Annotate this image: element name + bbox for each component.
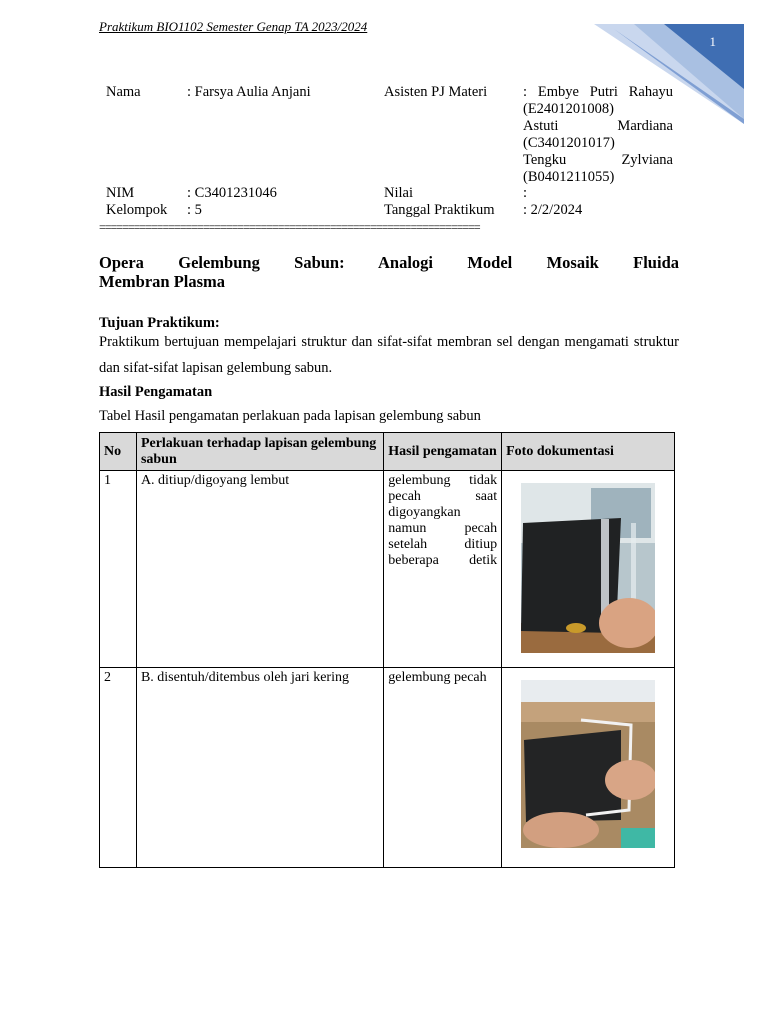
kelompok-label: Kelompok [106,202,168,218]
tanggal-label: Tanggal Praktikum [384,202,495,218]
photo-cell [502,471,675,668]
asisten-list [523,84,673,186]
row-perlakuan: A. ditiup/digoyang lembut [136,471,383,668]
table-row [100,668,675,868]
photo-cell [502,668,675,868]
tanggal-value: : 2/2/2024 [523,202,583,218]
row-no: 1 [100,471,137,668]
document-title [99,253,679,291]
title-line: Membran Plasma [99,272,226,291]
asisten-label: Asisten PJ Materi [384,84,488,100]
header-foto: Foto dokumentasi [502,433,675,471]
table-caption: Tabel Hasil pengamatan perlakuan pada lapisan gelembung sabun [99,408,481,424]
observation-table [99,432,675,868]
asisten-line: (B0401211055) [523,169,615,185]
asisten-line: (C3401201017) [523,135,615,151]
nilai-value: : [523,185,528,201]
table-header-row [100,433,675,471]
title-line: Opera Gelembung Sabun: Analogi Model Mosaik Fluida [99,253,679,272]
nama-value: : Farsya Aulia Anjani [187,84,311,100]
row-no: 2 [100,668,137,868]
page-number: 1 [709,34,716,49]
nim-value: : C3401231046 [187,185,277,201]
tujuan-text: Praktikum bertujuan mempelajari struktur dan sifat-sifat membran sel dengan mengamati struktur dan sifat-sifat lapisan gelembung sabun. [99,334,679,376]
row-hasil: gelembung tidak pecah saat digoyangkan namun pecah setelah ditiup beberapa detik [384,471,502,668]
row-perlakuan: B. disentuh/ditembus oleh jari kering [136,668,383,868]
asisten-line: Astuti Mardiana [523,118,673,134]
divider-line: ================================================================== [99,220,480,234]
row-hasil: gelembung pecah [384,668,502,868]
header-hasil: Hasil pengamatan [384,433,502,471]
tujuan-heading: Tujuan Praktikum: [99,315,220,331]
documentation-photo [521,680,655,848]
header-no: No [100,433,137,471]
nama-label: Nama [106,84,141,100]
documentation-photo [521,483,655,653]
asisten-line: (E2401201008) [523,101,615,117]
table-row [100,471,675,668]
kelompok-value: : 5 [187,202,202,218]
header-perlakuan: Perlakuan terhadap lapisan gelembung sabun [136,433,383,471]
nilai-label: Nilai [384,185,413,201]
hasil-heading: Hasil Pengamatan [99,384,213,400]
asisten-line: Tengku Zylviana [523,152,673,168]
nim-label: NIM [106,185,135,201]
running-header: Praktikum BIO1102 Semester Genap TA 2023/2024 [99,19,368,34]
asisten-line: : Embye Putri Rahayu [523,84,673,100]
